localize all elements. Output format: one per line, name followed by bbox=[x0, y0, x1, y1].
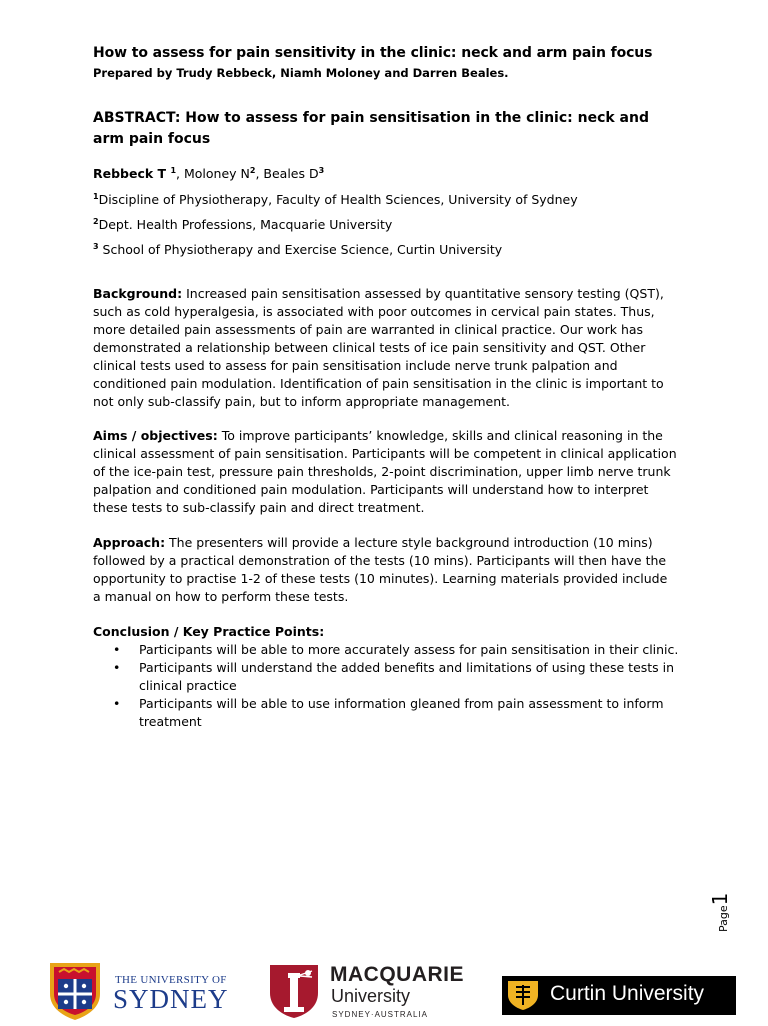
affiliation-3: $^3$ School of Physiotherapy and Exercise Science, Curtin University bbox=[93, 242, 503, 257]
page-label: Page bbox=[717, 905, 730, 932]
list-item: • Participants will be able to more accurately assess for pain sensitisation in their clinic. bbox=[113, 642, 679, 657]
macquarie-logo-line2: University bbox=[331, 986, 411, 1006]
sydney-logo-line1: THE UNIVERSITY OF bbox=[115, 974, 227, 986]
page-number bbox=[706, 880, 756, 940]
bullet-icon: • bbox=[113, 696, 121, 711]
curtin-shield-icon bbox=[506, 979, 540, 1011]
key-points-list bbox=[110, 641, 680, 731]
author-sup: 1 bbox=[170, 166, 177, 175]
document-title: How to assess for pain sensitivity in the clinic: neck and arm pain focus bbox=[93, 45, 653, 61]
bullet-icon: • bbox=[113, 642, 121, 657]
affiliation-1: $^1$Discipline of Physiotherapy, Faculty of Health Sciences, University of Sydney bbox=[93, 192, 578, 207]
curtin-logo-text: Curtin University bbox=[550, 982, 705, 1005]
macquarie-university-logo bbox=[268, 963, 468, 1025]
list-item: • Participants will understand the added benefits and limitations of using these tests in clinical practice bbox=[113, 660, 675, 693]
approach-paragraph: Approach: The presenters will provide a lecture style background introduction (10 mins) followed by a practical demonstration of the tests (10 mins). Participants will then have the opportunity to practise 1-2 of these tests (10 minutes). Learning materials provided include a manual on how to perform these tests. bbox=[93, 535, 668, 604]
author-name: Rebbeck T bbox=[93, 166, 171, 181]
author-sup: 3 bbox=[318, 166, 325, 175]
bullet-icon: • bbox=[113, 660, 121, 675]
affiliation-2: $^2$Dept. Health Professions, Macquarie University bbox=[93, 217, 393, 232]
footer-logos bbox=[0, 955, 768, 1024]
author-sup: 2 bbox=[249, 166, 256, 175]
list-item: • Participants will be able to use information gleaned from pain assessment to inform treatment bbox=[113, 696, 664, 729]
macquarie-lighthouse-icon bbox=[268, 963, 320, 1019]
approach-label: Approach: bbox=[93, 535, 166, 550]
background-label: Background: bbox=[93, 286, 183, 301]
prepared-by: Prepared by Trudy Rebbeck, Niamh Moloney and Darren Beales. bbox=[93, 66, 509, 80]
aims-paragraph: Aims / objectives: To improve participants’ knowledge, skills and clinical reasoning in the clinical assessment of pain sensitisation. Participants will be competent in clinical application of the ice-pain test, pressure pain thresholds, 2-point discrimination, upper limb nerve trunk palpation and conditioned pain modulation. Participants will understand how to interpret these tests to sub-classify pain and direct treatment. bbox=[93, 428, 677, 515]
author-list: Rebbeck T $^1$, Moloney $N^2$, Beales $D^3$ bbox=[93, 166, 325, 181]
macquarie-logo-line3: SYDNEY·AUSTRALIA bbox=[332, 1010, 429, 1019]
sydney-crest-icon bbox=[47, 960, 103, 1022]
author-name: Moloney N bbox=[183, 166, 250, 181]
abstract-title: ABSTRACT: How to assess for pain sensitisation in the clinic: neck and arm pain focus bbox=[93, 110, 649, 147]
conclusion-heading: Conclusion / Key Practice Points: bbox=[93, 624, 325, 639]
background-paragraph: Background: Increased pain sensitisation assessed by quantitative sensory testing (QST), such as cold hyperalgesia, is associated with poor outcomes in cervical pain states. Thus, more detailed pain assessments of pain are warranted in clinical practice. Our work has demonstrated a relationship between clinical tests of ice pain sensitivity and QST. Other clinical tests used to assess for pain sensitisation include nerve trunk palpation and conditioned pain modulation. Identification of pain sensitisation in the clinic is important to not only sub-classify pain, but to inform appropriate management. bbox=[93, 286, 664, 409]
page-number-value: 1 bbox=[708, 892, 732, 906]
macquarie-logo-line1: MACQUARIE bbox=[330, 963, 464, 986]
sydney-logo-line2: SYDNEY bbox=[113, 984, 229, 1014]
author-name: Beales D bbox=[263, 166, 319, 181]
aims-label: Aims / objectives: bbox=[93, 428, 218, 443]
university-of-sydney-logo bbox=[47, 960, 227, 1022]
curtin-university-logo bbox=[502, 976, 736, 1015]
